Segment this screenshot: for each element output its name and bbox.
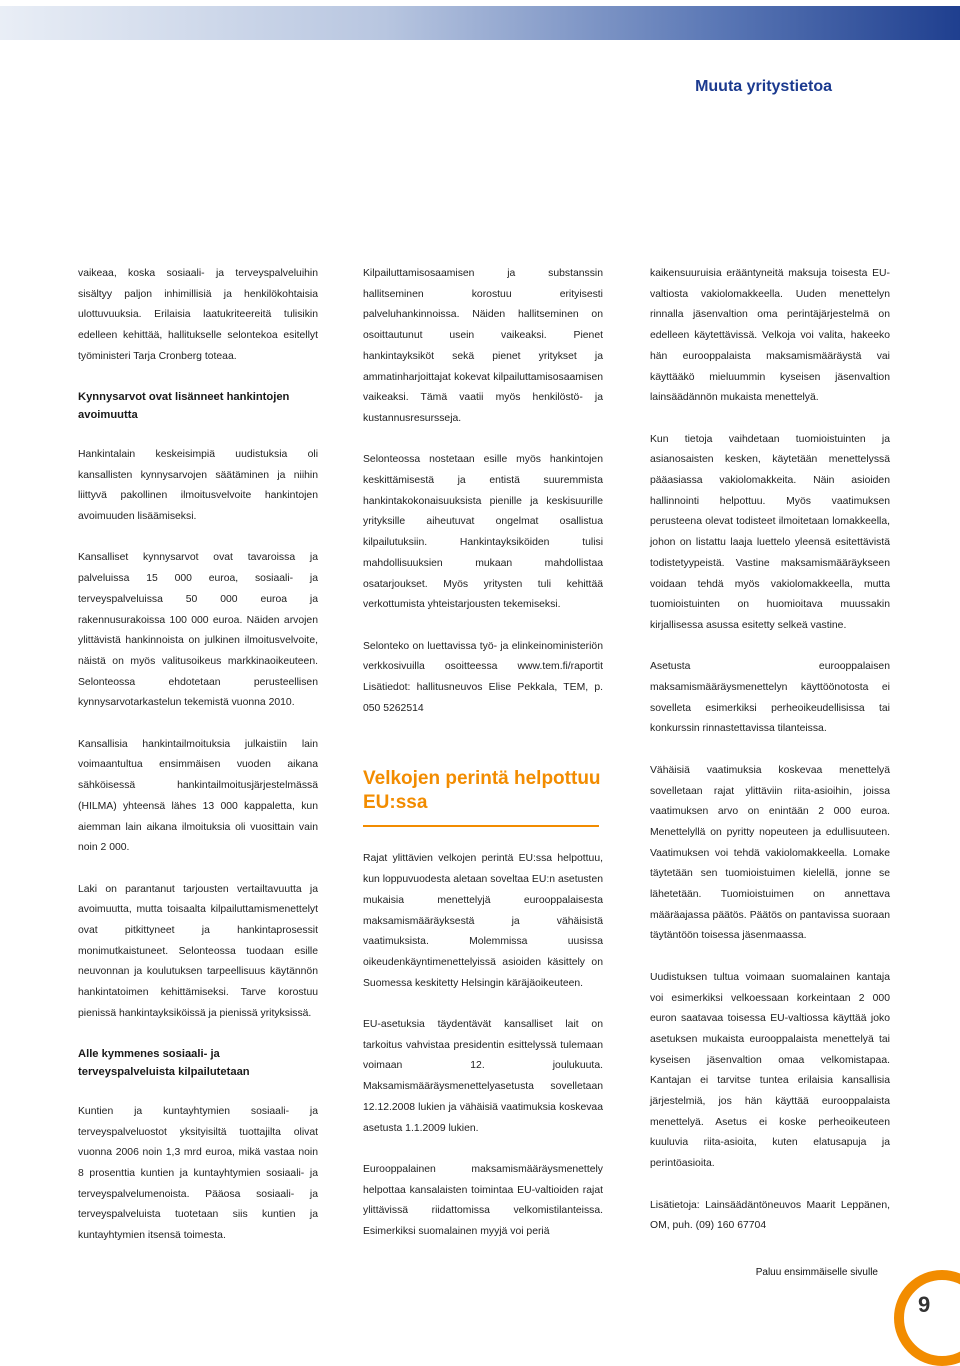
article-heading: Velkojen perintä helpottuu EU:ssa [363,768,601,814]
paragraph: Kansalliset kynnysarvot ovat tavaroissa ja palveluissa 15 000 euroa, sosiaali- ja terveyspalveluissa 50 000 euroa ja rakennusurakoissa 100 000 euroa. Näiden arvojen ylittävistä hankinnoista on julkinen ilmoitusvelvoite, näistä on myös valitusoikeus markkinaoikeuteen. Selonteossa ehdotetaan perusteellisen kynnysarvotarkastelun tekemistä vuonna 2010. [78,552,318,709]
paragraph: Kuntien ja kuntayhtymien sosiaali- ja terveyspalveluostot yksityisiltä tuottajilta olivat vuonna 2006 noin 1,3 mrd euroa, mikä vastaa noin 8 prosenttia kuntien ja kuntayhtymien sosiaali- ja terveyspalvelumenoista. Pääosa sosiaali- ja terveyspalveluista tuotetaan siis kuntien ja kuntayhtymien itsensä toimesta. [78,1105,318,1242]
subheading: Kynnysarvot ovat lisänneet hankintojen avoimuutta [78,391,290,422]
paragraph: Kun tietoja vaihdetaan tuomioistuinten ja asianosaisten kesken, käytetään menettelyssä pääasiassa vakiolomakkeita. Näin asioiden hallinnointi helpottuu. Myös vaatimuksen perusteena olevat todisteet ilmoitetaan lomakkeella, johon on listattu laaja luettelo yleensä esitettävistä todistetyypeistä. Vastine maksamismääräykseen voidaan tehdä myös vakiolomakkeella, mutta tuomioistuinten on huomioitava muussakin kirjallisessa asussa esitetty selkeä vastine. [650,433,890,631]
paragraph: Asetusta eurooppalaisen maksamismääräysmenettelyn käyttöönotosta ei sovelleta esimerkiksi perheoikeudellisissa tai konkurssin rinnastettavissa tilanteissa. [650,661,890,735]
paragraph: Vähäisiä vaatimuksia koskevaa menettelyä sovelletaan rajat ylittäviin riita-asioihin, joissa vaatimuksen arvo on enintään 2 000 euroa. Menettelyllä on pyritty nopeuteen ja edullisuuteen. Vaatimuksen voi tehdä vakiolomakkeella. Lomake täytetään sen tuomioistuimen kielellä, jonne se lähetetään. Tuomioistuimen on annettava määräajassa päätös. Päätös on pantavissa suoraan täytäntöön toisessa jäsenmaassa. [650,764,890,942]
paragraph: Eurooppalainen maksamismääräysmenettely helpottaa kansalaisten toimintaa EU-valtioiden rajat ylittävissä riidattomissa velkomistilanteissa. Esimerkiksi suomalainen myyjä voi periä [363,1163,603,1238]
paragraph: Selonteko on luettavissa työ- ja elinkeinoministeriön verkkosivuilla osoitteessa www.tem.fi/raportit Lisätiedot: hallitusneuvos Elise Pekkala, TEM, p. 050 5262514 [363,640,603,714]
paragraph: Laki on parantanut tarjousten vertailtavuutta ja avoimuutta, mutta toisaalta kilpailuttamismenettelyt ovat pitkittyneet ja hankintaprosessit monimutkaistuneet. Selonteossa tuodaan esille neuvonnan ja koulutuksen tarpeellisuus käytännön hankintatoimen kehittämiseksi. Tarve korostuu pienissä hankintayksiköissä ja pienissä yrityksissä. [78,883,318,1019]
paragraph: Hankintalain keskeisimpiä uudistuksia oli kansallisten kynnysarvojen säätäminen ja niihin liittyvä pakollinen ilmoitusvelvoite hankintojen avoimuuden lisäämiseksi. [78,448,318,522]
paragraph: Kilpailuttamisosaamisen ja substanssin hallitseminen korostuu erityisesti palveluhankinnoissa. Näiden hallitseminen on osoittautunut usein vaikeaksi. Pienet hankintayksiköt sekä pienet yritykset ja ammatinharjoittajat kokevat kilpailuttamisosaamisen vaikeaksi. Tämä vaatii myös henkilöstö- ja kustannusresursseja. [363,268,603,424]
column-3 [650,264,890,1258]
page-number: 9 [918,1292,931,1317]
paragraph: Rajat ylittävien velkojen perintä EU:ssa helpottuu, kun loppuvuodesta aletaan soveltaa EU:n asetusten mukaisia menettelyjä eurooppalaisesta maksamismääräyksestä ja vähäisistä vaatimuksista. Molemmissa uusissa oikeudenkäyntimenettelyissä asioiden käsittely on Suomessa keskitetty Helsingin käräjäoikeuteen. [363,853,603,989]
page-number-badge [894,1270,960,1366]
section-title: Muuta yritystietoa [695,78,832,95]
heading-underline [363,825,599,827]
paragraph: Kansallisia hankintailmoituksia julkaistiin lain voimaantultua ensimmäisen vuoden aikana sähköisessä hankintailmoitusjärjestelmässä (HILMA) yhteensä lähes 13 000 kappaletta, kun aiemman lain aikana ilmoituksia oli vuosittain vain noin 2 000. [78,738,318,854]
paragraph: EU-asetuksia täydentävät kansalliset lait on tarkoitus vahvistaa presidentin esittelyssä tulemaan voimaan 12. joulukuuta. Maksamismääräysmenettelyasetusta sovelletaan 12.12.2008 lukien ja vähäisiä vaatimuksia koskevaa asetusta 1.1.2009 lukien. [363,1019,603,1134]
paragraph: kaikensuuruisia erääntyneitä maksuja toisesta EU-valtiosta vakiolomakkeella. Uuden menettelyn rinnalla jäsenvaltion oma perintäjärjestelmä on edelleen käytettävissä. Velkoja voi valita, hakeeko hän eurooppalaista maksamismääräystä vai käyttääkö mieluummin kyseisen jäsenvaltion lainsäädännön mukaista menettelyä. [650,268,890,404]
paragraph: Uudistuksen tultua voimaan suomalainen kantaja voi esimerkiksi velkoessaan korkeintaan 2 000 euron saatavaa toisessa EU-valtiossa käyttää joko asetuksen mukaista eurooppalaista menettelyä tai kyseisen jäsenvaltion omaa velkomistapaa. Kantajan ei tarvitse tuntea erilaisia kansallisia järjestelmiä, jos hän käyttää eurooppalaista menettelyä. Asetus ei koske perheoikeuteen kuuluvia riita-asioita, kuten elatusapuja ja perintöasioita. [650,971,890,1170]
paragraph: Selonteossa nostetaan esille myös hankintojen keskittämisestä ja entistä suuremmista hankintakokonaisuuksista pienille ja keskisuurille yrityksille aiheutuvat ongelmat osallistua kilpailutuksiin. Hankintayksiköiden tulisi mahdollisuuksien mukaan mahdollistaa osatarjoukset. Myös yritysten tuli kehittää verkottumista yhteistarjousten tekemiseksi. [363,454,603,611]
header-gradient-bar [0,6,960,40]
paragraph: Lisätietoja: Lainsäädäntöneuvos Maarit Leppänen, OM, puh. (09) 160 67704 [650,1199,890,1232]
back-to-first-page-link[interactable]: Paluu ensimmäiselle sivulle [755,1267,878,1278]
column-2 [363,264,603,1263]
subheading: Alle kymmenes sosiaali- ja terveyspalveluista kilpailutetaan [78,1048,250,1079]
column-1 [78,264,318,1268]
paragraph: vaikeaa, koska sosiaali- ja terveyspalveluihin sisältyy paljon inhimillisiä ja henkilökohtaisia ulottuvuuksia. Erilaisia laatukriteereitä tulisikin edelleen kehittää, hallitukselle selontekoa esitellyt työministeri Tarja Cronberg toteaa. [78,268,318,362]
